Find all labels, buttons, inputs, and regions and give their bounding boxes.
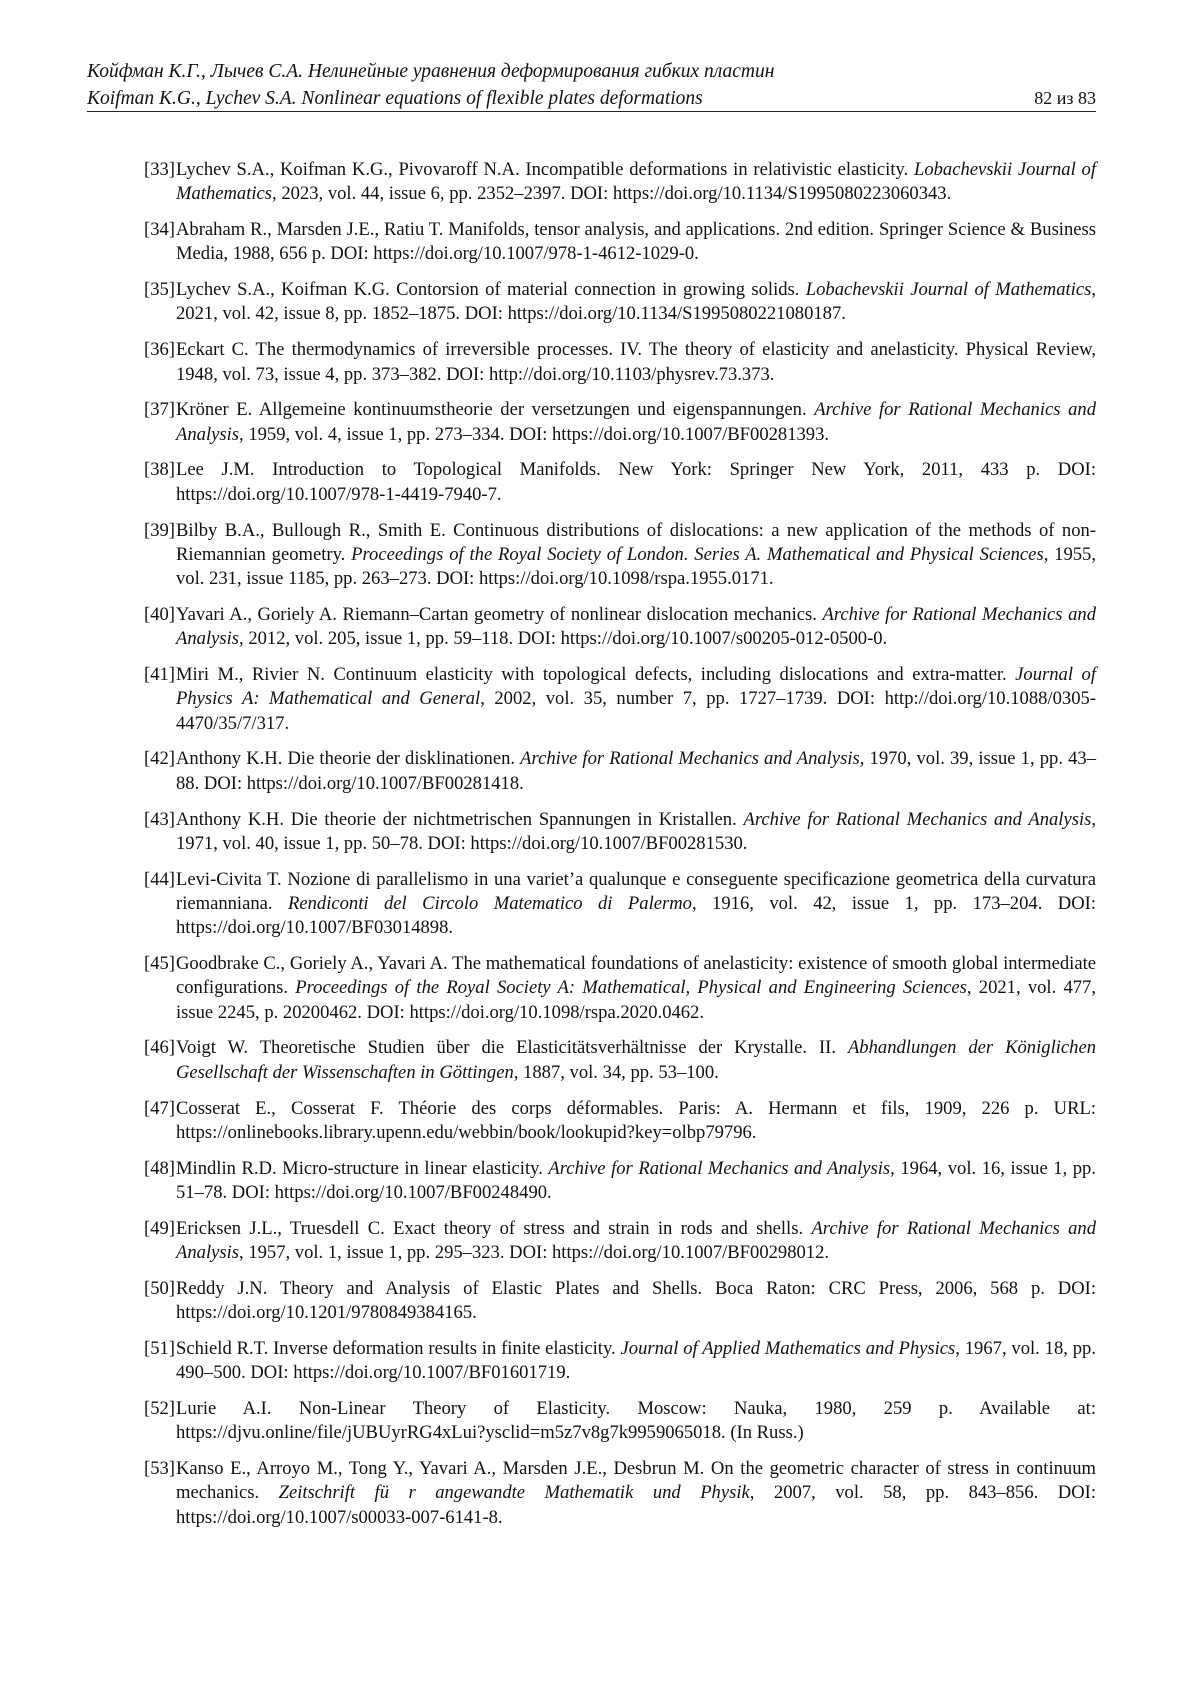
reference-item <box>145 1277 1096 1326</box>
reference-item <box>145 1157 1096 1206</box>
header-title-english: Koifman K.G., Lychev S.A. Nonlinear equations of flexible plates deformations <box>87 85 703 112</box>
reference-details: , 1959, vol. 4, issue 1, pp. 273–334. DOI: https://doi.org/10.1007/BF00281393. <box>239 424 829 445</box>
reference-text: Anthony K.H. Die theorie der nichtmetrischen Spannungen in Kristallen. <box>176 809 744 830</box>
reference-number: [38] <box>144 458 175 482</box>
reference-number: [44] <box>144 868 175 892</box>
reference-journal: Archive for Rational Mechanics and Analysis <box>176 1218 1096 1263</box>
reference-number: [34] <box>144 218 175 242</box>
reference-item <box>145 1397 1096 1446</box>
reference-number: [37] <box>144 398 175 422</box>
reference-text: Reddy J.N. Theory and Analysis of Elastic Plates and Shells. Boca Raton: CRC Press, 2006, 568 p. DOI: https://doi.org/10.1201/9780849384165. <box>176 1278 1096 1323</box>
reference-journal: Archive for Rational Mechanics and Analysis <box>548 1158 890 1179</box>
reference-text: Miri M., Rivier N. Continuum elasticity with topological defects, including dislocations and extra-matter. <box>176 664 1015 685</box>
reference-details: , 2007, vol. 58, pp. 843–856. DOI: https://doi.org/10.1007/s00033-007-6141-8. <box>176 1482 1096 1527</box>
reference-details: , 1970, vol. 39, issue 1, pp. 43–88. DOI: https://doi.org/10.1007/BF00281418. <box>176 748 1096 793</box>
reference-item <box>145 1337 1096 1386</box>
reference-text: Anthony K.H. Die theorie der disklinationen. <box>176 748 520 769</box>
reference-item <box>145 458 1096 507</box>
reference-number: [52] <box>144 1397 175 1421</box>
reference-number: [33] <box>144 158 175 182</box>
reference-number: [50] <box>144 1277 175 1301</box>
reference-text: Voigt W. Theoretische Studien über die Elasticitätsverhältnisse der Krystalle. II. <box>176 1037 848 1058</box>
reference-number: [35] <box>144 278 175 302</box>
reference-text: Goodbrake C., Goriely A., Yavari A. The mathematical foundations of anelasticity: existence of smooth global intermediate configurations. <box>176 953 1096 998</box>
reference-journal: Zeitschrift fü r angewandte Mathematik und Physik <box>279 1482 750 1503</box>
reference-number: [47] <box>144 1097 175 1121</box>
header-row-english <box>87 85 1096 112</box>
reference-details: , 1957, vol. 1, issue 1, pp. 295–323. DOI: https://doi.org/10.1007/BF00298012. <box>239 1242 829 1263</box>
reference-number: [51] <box>144 1337 175 1361</box>
reference-item <box>145 1457 1096 1530</box>
reference-number: [42] <box>144 747 175 771</box>
reference-details: , 1887, vol. 34, pp. 53–100. <box>514 1062 719 1083</box>
reference-item <box>145 1097 1096 1146</box>
reference-journal: Journal of Physics A: Mathematical and General <box>176 664 1096 709</box>
reference-number: [39] <box>144 519 175 543</box>
reference-text: Ericksen J.L., Truesdell C. Exact theory of stress and strain in rods and shells. <box>176 1218 811 1239</box>
reference-item <box>145 338 1096 387</box>
running-header <box>87 58 1096 112</box>
reference-journal: Journal of Applied Mathematics and Physics <box>621 1338 956 1359</box>
reference-text: Schield R.T. Inverse deformation results in finite elasticity. <box>176 1338 621 1359</box>
reference-number: [43] <box>144 808 175 832</box>
reference-details: , 1916, vol. 42, issue 1, pp. 173–204. DOI: https://doi.org/10.1007/BF03014898. <box>176 893 1096 938</box>
reference-item <box>145 158 1096 207</box>
reference-journal: Abhandlungen der Königlichen Gesellschaft der Wissenschaften in Göttingen <box>176 1037 1096 1082</box>
reference-journal: Archive for Rational Mechanics and Analysis <box>744 809 1092 830</box>
reference-item <box>145 747 1096 796</box>
reference-item <box>145 519 1096 592</box>
reference-number: [45] <box>144 952 175 976</box>
reference-details: , 2021, vol. 42, issue 8, pp. 1852–1875. DOI: https://doi.org/10.1134/S1995080221080187. <box>176 279 1096 324</box>
reference-details: , 1971, vol. 40, issue 1, pp. 50–78. DOI: https://doi.org/10.1007/BF00281530. <box>176 809 1096 854</box>
reference-text: Lychev S.A., Koifman K.G., Pivovaroff N.A. Incompatible deformations in relativistic elasticity. <box>176 159 914 180</box>
reference-number: [46] <box>144 1036 175 1060</box>
reference-text: Eckart C. The thermodynamics of irreversible processes. IV. The theory of elasticity and anelasticity. Physical Review, 1948, vol. 73, issue 4, pp. 373–382. DOI: http://doi.org/10.1103/physrev.73.373. <box>176 339 1096 384</box>
reference-number: [36] <box>144 338 175 362</box>
reference-details: , 1955, vol. 231, issue 1185, pp. 263–273. DOI: https://doi.org/10.1098/rspa.1955.0171. <box>176 544 1096 589</box>
reference-item <box>145 278 1096 327</box>
reference-text: Kröner E. Allgemeine kontinuumstheorie der versetzungen und eigenspannungen. <box>176 399 814 420</box>
reference-text: Bilby B.A., Bullough R., Smith E. Continuous distributions of dislocations: a new application of the methods of non-Riemannian geometry. <box>176 520 1096 565</box>
reference-number: [49] <box>144 1217 175 1241</box>
reference-item <box>145 398 1096 447</box>
reference-text: Mindlin R.D. Micro-structure in linear elasticity. <box>176 1158 548 1179</box>
reference-text: Levi-Civita T. Nozione di parallelismo in una variet’a qualunque e conseguente specificazione geometrica della curvatura riemanniana. <box>176 869 1096 914</box>
reference-text: Kanso E., Arroyo M., Tong Y., Yavari A., Marsden J.E., Desbrun M. On the geometric character of stress in continuum mechanics. <box>176 1458 1096 1503</box>
reference-item <box>145 218 1096 267</box>
reference-journal: Lobachevskii Journal of Mathematics <box>806 279 1092 300</box>
reference-journal: Rendiconti del Circolo Matematico di Palermo <box>288 893 692 914</box>
reference-text: Cosserat E., Cosserat F. Théorie des corps déformables. Paris: A. Hermann et fils, 1909, 226 p. URL: https://onlinebooks.library.upenn.edu/webbin/book/lookupid?key=olbp79796. <box>176 1098 1096 1143</box>
reference-text: Lee J.M. Introduction to Topological Manifolds. New York: Springer New York, 2011, 433 p. DOI: https://doi.org/10.1007/978-1-4419-7940-7. <box>176 459 1096 504</box>
reference-number: [53] <box>144 1457 175 1481</box>
reference-item <box>145 808 1096 857</box>
reference-journal: Archive for Rational Mechanics and Analysis <box>520 748 860 769</box>
reference-item <box>145 1217 1096 1266</box>
reference-item <box>145 603 1096 652</box>
reference-details: , 1964, vol. 16, issue 1, pp. 51–78. DOI: https://doi.org/10.1007/BF00248490. <box>176 1158 1096 1203</box>
reference-text: Lychev S.A., Koifman K.G. Contorsion of material connection in growing solids. <box>176 279 806 300</box>
reference-text: Yavari A., Goriely A. Riemann–Cartan geometry of nonlinear dislocation mechanics. <box>176 604 822 625</box>
reference-number: [41] <box>144 663 175 687</box>
reference-item <box>145 952 1096 1025</box>
reference-details: , 2023, vol. 44, issue 6, pp. 2352–2397. DOI: https://doi.org/10.1134/S1995080223060343. <box>272 183 951 204</box>
reference-number: [40] <box>144 603 175 627</box>
reference-details: , 2021, vol. 477, issue 2245, p. 20200462. DOI: https://doi.org/10.1098/rspa.2020.0462. <box>176 977 1096 1022</box>
reference-item <box>145 868 1096 941</box>
reference-list <box>145 158 1096 1541</box>
reference-details: , 2012, vol. 205, issue 1, pp. 59–118. DOI: https://doi.org/10.1007/s00205-012-0500-0. <box>239 628 887 649</box>
reference-text: Abraham R., Marsden J.E., Ratiu T. Manifolds, tensor analysis, and applications. 2nd edition. Springer Science & Business Media, 1988, 656 p. DOI: https://doi.org/10.1007/978-1-4612-1029-0. <box>176 219 1096 264</box>
header-rule <box>87 111 1096 112</box>
reference-text: Lurie A.I. Non-Linear Theory of Elasticity. Moscow: Nauka, 1980, 259 p. Available at: https://djvu.online/file/jUBUyrRG4xLui?ysclid=m5z7v8g7k9959065018. (In Russ.) <box>176 1398 1096 1443</box>
reference-journal: Lobachevskii Journal of Mathematics <box>176 159 1096 204</box>
header-title-russian: Койфман К.Г., Лычев С.А. Нелинейные уравнения деформирования гибких пластин <box>87 58 1096 85</box>
reference-journal: Archive for Rational Mechanics and Analysis <box>176 604 1096 649</box>
reference-number: [48] <box>144 1157 175 1181</box>
reference-details: , 1967, vol. 18, pp. 490–500. DOI: https://doi.org/10.1007/BF01601719. <box>176 1338 1096 1383</box>
reference-details: , 2002, vol. 35, number 7, pp. 1727–1739. DOI: http://doi.org/10.1088/0305-4470/35/7/317. <box>176 688 1096 733</box>
reference-journal: Archive for Rational Mechanics and Analysis <box>176 399 1096 444</box>
reference-journal: Proceedings of the Royal Society A: Mathematical, Physical and Engineering Sciences <box>295 977 967 998</box>
page-number: 82 из 83 <box>1034 85 1096 112</box>
reference-item <box>145 663 1096 736</box>
reference-journal: Proceedings of the Royal Society of London. Series A. Mathematical and Physical Sciences <box>351 544 1044 565</box>
reference-item <box>145 1036 1096 1085</box>
